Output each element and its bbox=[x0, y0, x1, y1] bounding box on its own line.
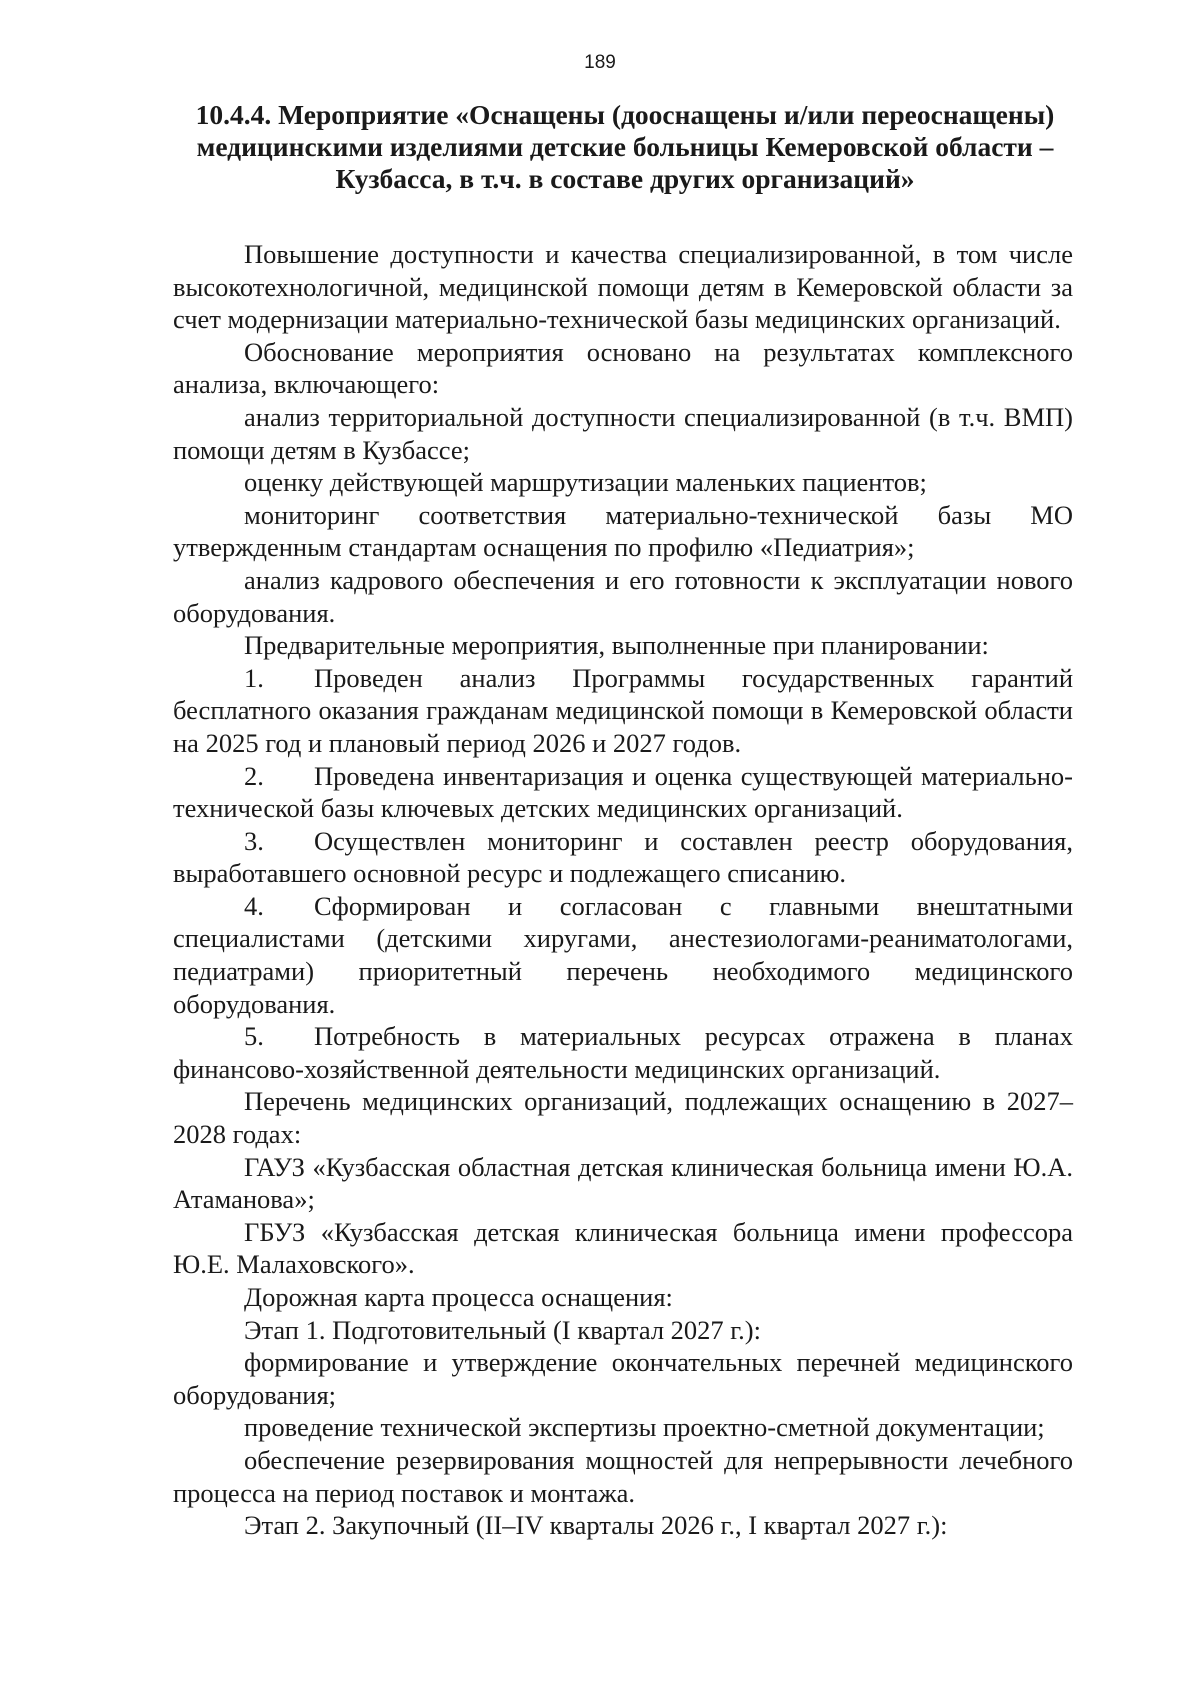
paragraph bbox=[173, 401, 1073, 466]
paragraph-text: оценку действующей маршрутизации маленьких пациентов; bbox=[244, 467, 927, 498]
paragraph-text: ГАУЗ «Кузбасская областная детская клиническая больница имени Ю.А. Атаманова»; bbox=[173, 1151, 1073, 1215]
paragraph bbox=[173, 1314, 1073, 1347]
paragraph-text: Сформирован и согласован с главными внештатными специалистами (детскими хиругами, анестезиологами-реаниматологами, педиатрами) приоритетный перечень необходимого медицинского оборудования. bbox=[173, 890, 1073, 1019]
list-number: 5. bbox=[244, 1021, 264, 1052]
paragraph-text: анализ кадрового обеспечения и его готовности к эксплуатации нового оборудования. bbox=[173, 564, 1073, 628]
paragraph-text: обеспечение резервирования мощностей для непрерывности лечебного процесса на период поставок и монтажа. bbox=[173, 1444, 1073, 1508]
heading-line: 10.4.4. Мероприятие «Оснащены (дооснащены и/или переоснащены) bbox=[195, 99, 1055, 130]
heading-line: Кузбасса, в т.ч. в составе других организаций» bbox=[335, 163, 915, 194]
paragraph bbox=[173, 564, 1073, 629]
list-number: 4. bbox=[244, 890, 264, 921]
paragraph-text: Проведена инвентаризация и оценка существующей материально-технической базы ключевых детских медицинских организаций. bbox=[173, 760, 1073, 824]
page-number: 189 bbox=[584, 52, 616, 73]
paragraph bbox=[173, 466, 1073, 499]
paragraph bbox=[173, 1216, 1073, 1281]
paragraph-text: Этап 2. Закупочный (II–IV кварталы 2026 г., I квартал 2027 г.): bbox=[244, 1510, 948, 1541]
paragraph bbox=[173, 1085, 1073, 1150]
paragraph bbox=[173, 1151, 1073, 1216]
paragraph-text: анализ территориальной доступности специализированной (в т.ч. ВМП) помощи детям в Кузбассе; bbox=[173, 401, 1073, 465]
heading-line: медицинскими изделиями детские больницы Кемеровской области – bbox=[196, 131, 1054, 162]
paragraph bbox=[173, 1346, 1073, 1411]
paragraph-text: Предварительные мероприятия, выполненные при планировании: bbox=[244, 630, 989, 661]
paragraph bbox=[173, 336, 1073, 401]
list-number: 3. bbox=[244, 825, 264, 856]
paragraph-text: проведение технической экспертизы проектно-сметной документации; bbox=[244, 1412, 1045, 1443]
section-heading bbox=[150, 99, 1100, 195]
paragraph bbox=[173, 629, 1073, 662]
numbered-paragraph bbox=[173, 890, 1073, 1020]
paragraph-text: ГБУЗ «Кузбасская детская клиническая больница имени профессора Ю.Е. Малаховского». bbox=[173, 1216, 1073, 1280]
paragraph bbox=[173, 1509, 1073, 1542]
paragraph-text: Дорожная карта процесса оснащения: bbox=[244, 1282, 673, 1312]
paragraph-text: Этап 1. Подготовительный (I квартал 2027 г.): bbox=[244, 1314, 761, 1345]
list-number: 2. bbox=[244, 760, 264, 791]
numbered-paragraph bbox=[173, 825, 1073, 890]
numbered-paragraph bbox=[173, 662, 1073, 760]
paragraph bbox=[173, 1411, 1073, 1444]
list-number: 1. bbox=[244, 662, 264, 693]
paragraph-text: Перечень медицинских организаций, подлежащих оснащению в 2027–2028 годах: bbox=[173, 1086, 1073, 1150]
paragraph-text: формирование и утверждение окончательных перечней медицинского оборудования; bbox=[173, 1347, 1073, 1410]
paragraph bbox=[173, 238, 1073, 336]
paragraph bbox=[173, 1281, 1073, 1314]
document-body bbox=[173, 238, 1073, 1542]
numbered-paragraph bbox=[173, 760, 1073, 825]
paragraph-text: Потребность в материальных ресурсах отражена в планах финансово-хозяйственной деятельности медицинских организаций. bbox=[173, 1021, 1073, 1084]
paragraph bbox=[173, 1444, 1073, 1509]
paragraph-text: Осуществлен мониторинг и составлен реестр оборудования, выработавшего основной ресурс и подлежащего списанию. bbox=[173, 825, 1073, 889]
paragraph-text: Проведен анализ Программы государственных гарантий бесплатного оказания гражданам медицинской помощи в Кемеровской области на 2025 год и плановый период 2026 и 2027 годов. bbox=[173, 662, 1073, 758]
paragraph-text: мониторинг соответствия материально-технической базы МО утвержденным стандартам оснащения по профилю «Педиатрия»; bbox=[173, 499, 1073, 563]
numbered-paragraph bbox=[173, 1020, 1073, 1085]
paragraph-text: Обоснование мероприятия основано на результатах комплексного анализа, включающего: bbox=[173, 336, 1073, 400]
paragraph bbox=[173, 499, 1073, 564]
paragraph-text: Повышение доступности и качества специализированной, в том числе высокотехнологичной, медицинской помощи детям в Кемеровской области за счет модернизации материально-технической базы медицинских организаций. bbox=[173, 239, 1073, 335]
